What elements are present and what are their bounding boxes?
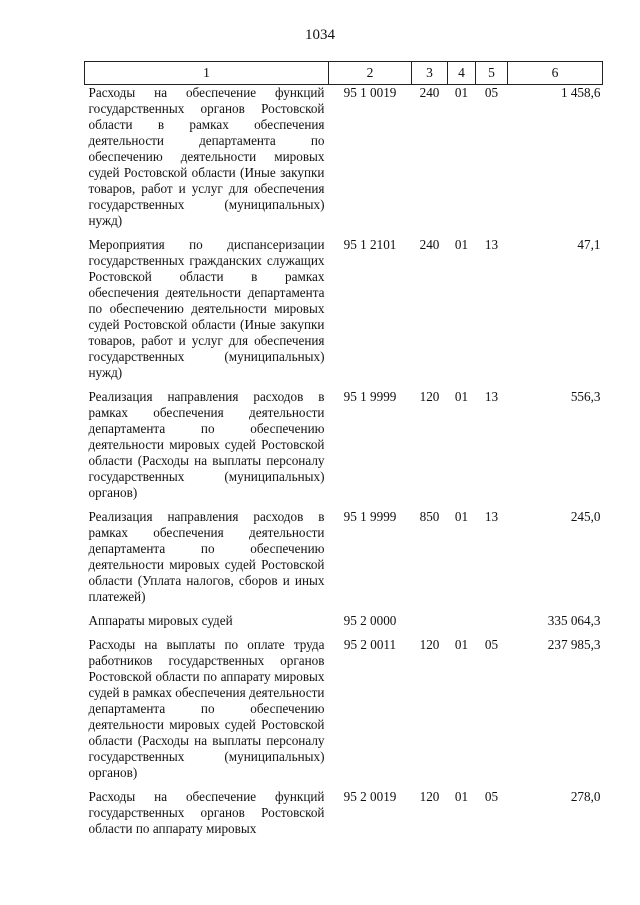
row-section: 01 [454,237,469,252]
row-expense-type: 120 [419,389,440,404]
row-subsection: 13 [484,237,499,252]
row-section: 01 [454,85,469,100]
row-target-article: 95 2 0011 [343,637,397,652]
row-name: Реализация направления расходов в рамках обеспечения деятельности департамента по обеспечению деятельности мировых судей Ростовской области (Уплата налогов, сборов и иных платежей) [88,509,325,604]
row-expense-type [412,613,448,637]
header-col-6: 6 [508,62,603,85]
header-row [85,62,603,85]
table-row [85,237,603,389]
row-amount: 237 985,3 [547,637,601,652]
table-row [85,389,603,509]
table-row [85,789,603,845]
row-subsection: 05 [484,85,499,100]
header-col-4: 4 [448,62,476,85]
row-subsection: 05 [484,637,499,652]
row-expense-type: 120 [419,637,440,652]
row-subsection: 13 [484,389,499,404]
table-row [85,85,603,238]
row-amount: 278,0 [570,789,601,804]
row-target-article: 95 1 2101 [343,237,397,252]
header-col-3: 3 [412,62,448,85]
row-name: Расходы на обеспечение функций государственных органов Ростовской области по аппарату мировых [88,789,325,836]
row-amount: 245,0 [570,509,601,524]
header-col-5: 5 [476,62,508,85]
row-section: 01 [454,509,469,524]
row-section [448,613,476,637]
row-name: Аппараты мировых судей [88,613,233,628]
budget-table [84,61,603,845]
row-amount: 556,3 [570,389,601,404]
row-subsection [476,613,508,637]
page-number: 1034 [305,27,335,43]
row-amount: 335 064,3 [547,613,601,628]
header-col-1: 1 [85,62,329,85]
row-target-article: 95 1 9999 [343,509,397,524]
row-section: 01 [454,789,469,804]
row-expense-type: 240 [419,237,440,252]
table-row [85,509,603,613]
table-row [85,637,603,789]
row-name: Расходы на выплаты по оплате труда работников государственных органов Ростовской области по аппарату мировых судей в рамках обеспечения деятельности департамента по обеспечению деятельности мировых судей Ростовской области (Расходы на выплаты персоналу государственных (муниципальных) органов) [88,637,325,780]
row-amount: 1 458,6 [560,85,601,100]
row-expense-type: 120 [419,789,440,804]
row-name: Реализация направления расходов в рамках обеспечения деятельности департамента по обеспечению деятельности мировых судей Ростовской области (Расходы на выплаты персоналу государственных (муниципальных) органов) [88,389,325,500]
header-col-2: 2 [329,62,412,85]
row-expense-type: 240 [419,85,440,100]
row-section: 01 [454,389,469,404]
row-target-article: 95 2 0019 [343,789,397,804]
row-expense-type: 850 [419,509,440,524]
row-subsection: 13 [484,509,499,524]
row-target-article: 95 1 0019 [343,85,397,100]
row-name: Расходы на обеспечение функций государственных органов Ростовской области в рамках обеспечения деятельности департамента по обеспечению деятельности мировых судей Ростовской области (Иные закупки товаров, работ и услуг для обеспечения государственных (муниципальных) нужд) [88,85,325,228]
table-row [85,613,603,637]
row-target-article: 95 2 0000 [343,613,397,628]
row-subsection: 05 [484,789,499,804]
row-amount: 47,1 [577,237,601,252]
row-target-article: 95 1 9999 [343,389,397,404]
row-name: Мероприятия по диспансеризации государственных гражданских служащих Ростовской области в рамках обеспечения деятельности департамента по обеспечению деятельности мировых судей Ростовской области (Иные закупки товаров, работ и услуг для обеспечения государственных (муниципальных) нужд) [88,237,325,380]
row-section: 01 [454,637,469,652]
